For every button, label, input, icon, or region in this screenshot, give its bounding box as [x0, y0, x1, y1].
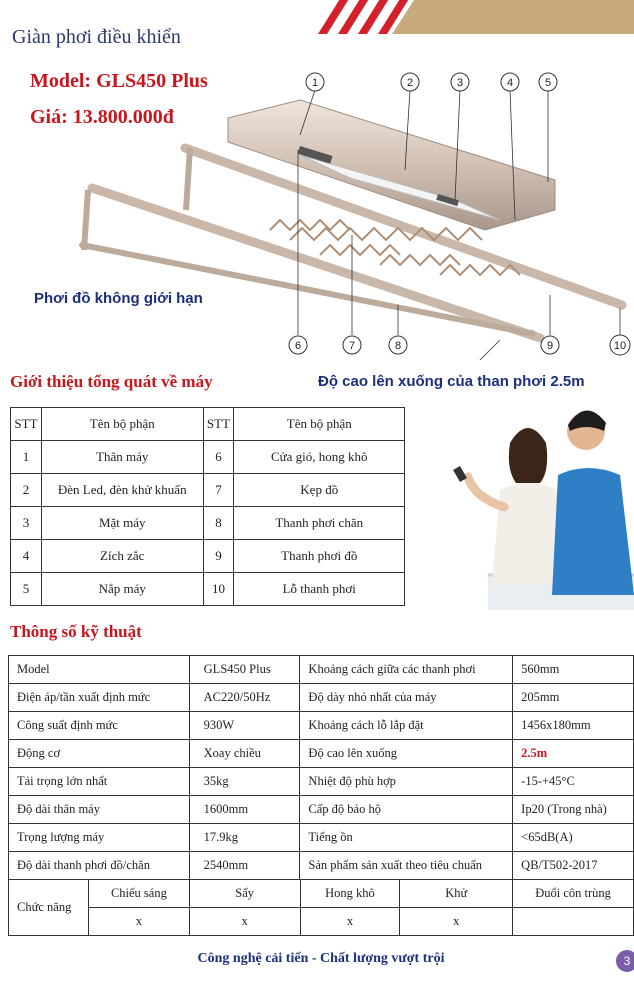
spec-label: Tiếng ồn — [300, 824, 513, 852]
spec-label: Model — [9, 656, 190, 684]
table-cell: Đèn Led, đèn khử khuẩn — [41, 474, 203, 507]
functions-label: Chức năng — [9, 880, 89, 936]
table-row — [9, 824, 634, 852]
svg-text:9: 9 — [546, 340, 554, 352]
spec-label: Công suất định mức — [9, 712, 190, 740]
callout-10 — [610, 335, 630, 355]
functions-table — [8, 879, 634, 936]
caption-unlimited-drying: Phơi đồ không giới hạn — [34, 290, 203, 307]
spec-label: Nhiệt độ phù hợp — [300, 768, 513, 796]
callout-4 — [501, 73, 519, 91]
function-mark: x — [400, 908, 513, 936]
section-title-overview: Giới thiệu tổng quát về máy — [10, 372, 213, 391]
spec-value: Xoay chiều — [189, 740, 300, 768]
spec-value: Ip20 (Trong nhà) — [513, 796, 634, 824]
spec-value: 560mm — [513, 656, 634, 684]
section-title-specs: Thông số kỹ thuật — [10, 622, 142, 641]
table-row — [9, 684, 634, 712]
spec-value: <65dB(A) — [513, 824, 634, 852]
spec-label: Độ cao lên xuống — [300, 740, 513, 768]
caption-lift-height: Độ cao lên xuống của than phơi 2.5m — [318, 373, 585, 390]
callout-9 — [541, 336, 559, 354]
table-cell: 6 — [203, 441, 234, 474]
callout-2 — [401, 73, 419, 91]
svg-text:3: 3 — [456, 77, 464, 89]
table-cell: 1 — [11, 441, 42, 474]
spec-value: 930W — [189, 712, 300, 740]
table-cell: 8 — [203, 507, 234, 540]
spec-value: GLS450 Plus — [189, 656, 300, 684]
spec-label: Khoảng cách lỗ lắp đặt — [300, 712, 513, 740]
function-mark: x — [300, 908, 400, 936]
table-cell: Thanh phơi đồ — [234, 540, 405, 573]
spec-label: Độ dài thanh phơi đồ/chăn — [9, 852, 190, 880]
table-cell: 4 — [11, 540, 42, 573]
header-cell: Tên bộ phận — [41, 408, 203, 441]
product-illustration — [0, 60, 634, 360]
spec-value: 35kg — [189, 768, 300, 796]
table-cell: 3 — [11, 507, 42, 540]
table-cell: Kẹp đồ — [234, 474, 405, 507]
spec-value: 1600mm — [189, 796, 300, 824]
functions-header-row — [9, 880, 634, 908]
svg-text:10: 10 — [613, 340, 627, 352]
table-cell: 10 — [203, 573, 234, 606]
callout-8 — [389, 336, 407, 354]
couple-photo — [408, 395, 634, 610]
table-cell: Lỗ thanh phơi — [234, 573, 405, 606]
spec-value: 2540mm — [189, 852, 300, 880]
svg-text:7: 7 — [348, 340, 356, 352]
table-row — [11, 540, 405, 573]
table-cell: Thân máy — [41, 441, 203, 474]
table-cell: 7 — [203, 474, 234, 507]
machine-body — [228, 100, 555, 230]
callout-3 — [451, 73, 469, 91]
parts-table-header — [11, 408, 405, 441]
function-mark — [513, 908, 634, 936]
table-cell: Cửa gió, hong khô — [234, 441, 405, 474]
spec-label: Điện áp/tần xuất định mức — [9, 684, 190, 712]
table-cell: 2 — [11, 474, 42, 507]
spec-value: 17.9kg — [189, 824, 300, 852]
table-row — [11, 507, 405, 540]
spec-value: QB/T502-2017 — [513, 852, 634, 880]
table-cell: Mặt máy — [41, 507, 203, 540]
model-name: Model: GLS450 Plus — [30, 70, 208, 92]
table-cell: Zích zắc — [41, 540, 203, 573]
table-row — [9, 712, 634, 740]
table-cell: 9 — [203, 540, 234, 573]
callout-5 — [539, 73, 557, 91]
function-mark: x — [189, 908, 300, 936]
spec-label: Trọng lượng máy — [9, 824, 190, 852]
callout-1 — [306, 73, 324, 91]
red-stripes-decoration — [310, 0, 410, 34]
page-number: 3 — [616, 950, 634, 972]
function-mark: x — [88, 908, 189, 936]
specs-table — [8, 655, 634, 880]
table-row — [9, 768, 634, 796]
table-row — [9, 740, 634, 768]
functions-mark-row — [9, 908, 634, 936]
spec-value: 205mm — [513, 684, 634, 712]
spec-label: Cấp độ bảo hộ — [300, 796, 513, 824]
table-cell: Nắp máy — [41, 573, 203, 606]
function-name: Chiếu sáng — [88, 880, 189, 908]
spec-label: Khoảng cách giữa các thanh phơi — [300, 656, 513, 684]
gold-header-band — [392, 0, 634, 34]
function-name: Đuổi côn trùng — [513, 880, 634, 908]
spec-value: AC220/50Hz — [189, 684, 300, 712]
price: Giá: 13.800.000đ — [30, 106, 174, 128]
header-cell: STT — [11, 408, 42, 441]
table-cell: 5 — [11, 573, 42, 606]
header-cell: Tên bộ phận — [234, 408, 405, 441]
svg-text:2: 2 — [406, 77, 414, 89]
svg-text:5: 5 — [544, 77, 552, 89]
svg-text:8: 8 — [394, 340, 402, 352]
table-row — [11, 573, 405, 606]
table-row — [11, 441, 405, 474]
spec-value: 1456x180mm — [513, 712, 634, 740]
spec-label: Độ dài thân máy — [9, 796, 190, 824]
spec-value-highlight: 2.5m — [513, 740, 634, 768]
function-name: Hong khô — [300, 880, 400, 908]
table-row — [9, 852, 634, 880]
spec-label: Sản phẩm sản xuất theo tiêu chuẩn — [300, 852, 513, 880]
table-cell: Thanh phơi chăn — [234, 507, 405, 540]
svg-text:6: 6 — [294, 340, 302, 352]
table-row — [9, 796, 634, 824]
spec-label: Động cơ — [9, 740, 190, 768]
table-row — [9, 656, 634, 684]
svg-text:4: 4 — [506, 77, 514, 89]
header-cell: STT — [203, 408, 234, 441]
spec-label: Độ dày nhỏ nhất của máy — [300, 684, 513, 712]
callout-7 — [343, 336, 361, 354]
function-name: Sấy — [189, 880, 300, 908]
function-name: Khử — [400, 880, 513, 908]
spec-label: Tải trọng lớn nhất — [9, 768, 190, 796]
spec-value: -15-+45°C — [513, 768, 634, 796]
svg-text:1: 1 — [311, 77, 319, 89]
parts-table — [10, 407, 405, 606]
footer-slogan: Công nghệ cải tiến - Chất lượng vượt trội — [197, 951, 445, 966]
page-title: Giàn phơi điều khiển — [12, 26, 181, 48]
table-row — [11, 474, 405, 507]
callout-6 — [289, 336, 307, 354]
